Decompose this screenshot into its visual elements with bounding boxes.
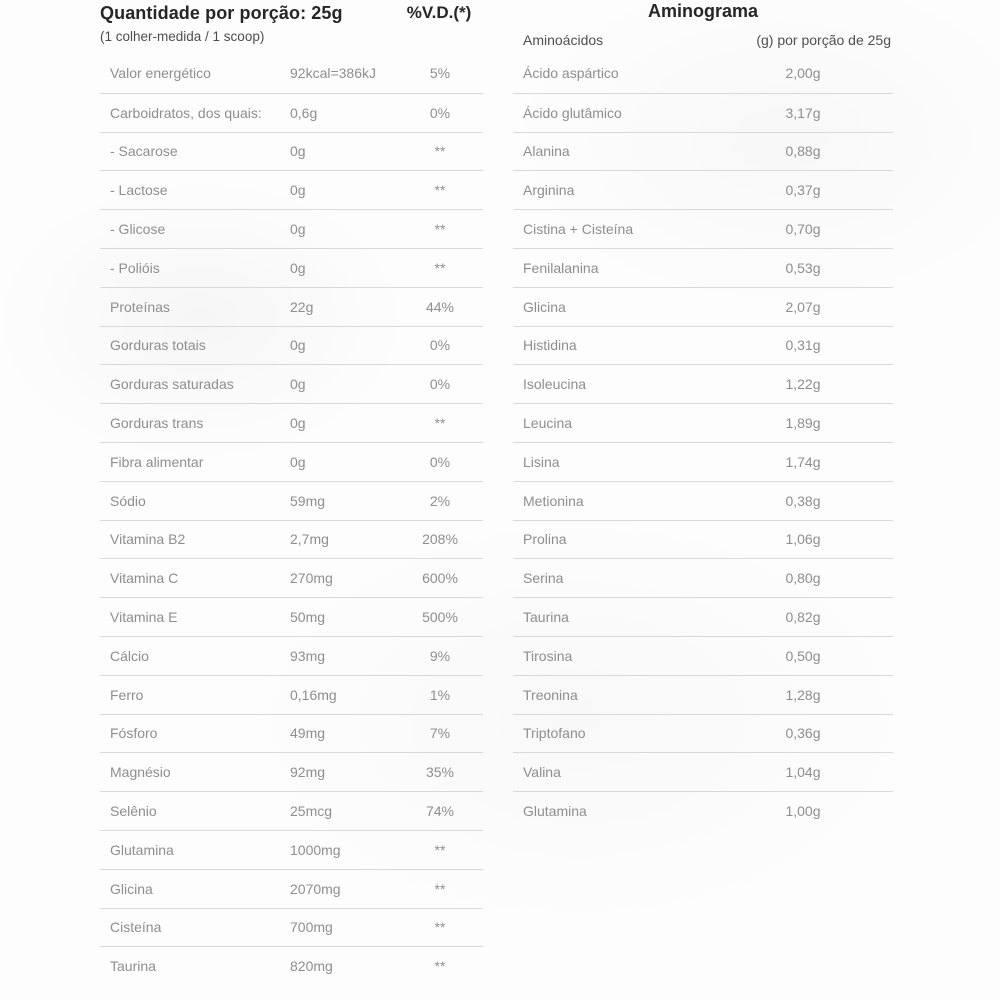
nutrient-amount: 0g xyxy=(290,259,306,276)
amino-acid-name: Leucina xyxy=(523,415,573,432)
amino-acid-amount: 1,74g xyxy=(785,453,821,470)
daily-value-percent: ** xyxy=(434,259,446,276)
daily-value-percent: 600% xyxy=(422,570,458,587)
nutrient-name: Magnésio xyxy=(110,764,171,781)
table-row xyxy=(513,442,893,481)
amino-acid-name: Glicina xyxy=(523,298,566,315)
amino-acid-name: Triptofano xyxy=(523,725,586,742)
nutrient-name: Gorduras totais xyxy=(110,337,206,354)
daily-value-percent: 0% xyxy=(429,453,451,470)
nutrient-amount: 2,7mg xyxy=(290,531,329,548)
nutrient-amount: 0g xyxy=(290,376,306,393)
table-row xyxy=(100,93,483,132)
table-row xyxy=(513,752,893,791)
nutrient-amount: 0g xyxy=(290,453,306,470)
nutrient-amount: 0g xyxy=(290,182,306,199)
table-row xyxy=(513,597,893,636)
table-row xyxy=(100,946,483,985)
amino-acid-name: Taurina xyxy=(523,609,569,626)
table-row xyxy=(513,54,893,93)
table-row xyxy=(513,93,893,132)
nutrient-name: Vitamina B2 xyxy=(110,531,186,548)
nutrient-amount: 700mg xyxy=(290,919,333,936)
nutrient-amount: 0,6g xyxy=(290,104,318,121)
amino-acid-amount: 0,82g xyxy=(785,609,821,626)
table-row xyxy=(100,481,483,520)
nutrient-name: - Polióis xyxy=(110,259,160,276)
daily-value-percent: 5% xyxy=(429,65,451,82)
table-row xyxy=(100,364,483,403)
nutrient-amount: 0g xyxy=(290,143,306,160)
nutrient-amount: 820mg xyxy=(290,958,333,975)
table-row xyxy=(513,520,893,559)
amino-acid-name: Glutamina xyxy=(523,803,587,820)
amino-acid-name: Fenilalanina xyxy=(523,259,599,276)
table-row xyxy=(100,752,483,791)
amino-acid-name: Arginina xyxy=(523,182,575,199)
amino-acid-name: Valina xyxy=(523,764,561,781)
nutrient-amount: 1000mg xyxy=(290,841,341,858)
daily-value-percent: ** xyxy=(434,415,446,432)
nutrient-name: Sódio xyxy=(110,492,146,509)
table-row xyxy=(100,908,483,947)
amino-acid-amount: 0,80g xyxy=(785,570,821,587)
nutrient-name: Glicina xyxy=(110,880,153,897)
amino-acid-amount: 0,31g xyxy=(785,337,821,354)
table-row xyxy=(513,791,893,830)
table-row xyxy=(100,597,483,636)
table-row xyxy=(513,636,893,675)
nutrient-name: Taurina xyxy=(110,958,156,975)
nutrition-table xyxy=(100,54,483,985)
nutrient-name: Fósforo xyxy=(110,725,158,742)
daily-value-percent: 0% xyxy=(429,337,451,354)
nutrient-name: - Lactose xyxy=(110,182,168,199)
nutrient-amount: 59mg xyxy=(290,492,326,509)
nutrient-name: Proteínas xyxy=(110,298,170,315)
nutrient-amount: 270mg xyxy=(290,570,333,587)
nutrition-table-header xyxy=(100,3,483,24)
table-row xyxy=(100,209,483,248)
amino-acid-amount: 2,07g xyxy=(785,298,821,315)
table-row xyxy=(100,132,483,171)
table-row xyxy=(513,481,893,520)
aminogram-column-headers xyxy=(513,32,893,48)
table-row xyxy=(100,636,483,675)
table-row xyxy=(513,170,893,209)
nutrient-name: Carboidratos, dos quais: xyxy=(110,104,262,121)
nutrient-name: Gorduras saturadas xyxy=(110,376,234,393)
amino-acid-name: Alanina xyxy=(523,143,570,160)
serving-title: Quantidade por porção: 25g xyxy=(100,3,343,23)
amino-acid-amount: 2,00g xyxy=(785,65,821,82)
table-row xyxy=(513,326,893,365)
table-row xyxy=(513,403,893,442)
amino-acid-name: Tirosina xyxy=(523,647,573,664)
amino-acid-amount: 0,50g xyxy=(785,647,821,664)
nutrient-amount: 25mcg xyxy=(290,803,333,820)
nutrient-name: Cisteína xyxy=(110,919,162,936)
grams-per-serving-column-header: (g) por porção de 25g xyxy=(756,32,891,48)
table-row xyxy=(513,287,893,326)
table-row xyxy=(100,675,483,714)
nutrient-amount: 93mg xyxy=(290,647,326,664)
amino-acid-amount: 0,53g xyxy=(785,259,821,276)
amino-acid-name: Ácido glutâmico xyxy=(523,104,622,121)
nutrient-name: Vitamina C xyxy=(110,570,179,587)
amino-acid-amount: 0,38g xyxy=(785,492,821,509)
nutrient-amount: 92kcal=386kJ xyxy=(290,65,377,82)
nutrient-name: - Sacarose xyxy=(110,143,178,160)
amino-acid-amount: 0,70g xyxy=(785,221,821,238)
nutrient-name: Vitamina E xyxy=(110,609,178,626)
amino-acids-column-header: Aminoácidos xyxy=(523,32,604,48)
nutrient-amount: 92mg xyxy=(290,764,326,781)
serving-subtitle: (1 colher-medida / 1 scoop) xyxy=(100,29,265,44)
daily-value-percent: ** xyxy=(434,841,446,858)
table-row xyxy=(100,326,483,365)
table-row xyxy=(100,791,483,830)
table-row xyxy=(513,248,893,287)
amino-acid-name: Metionina xyxy=(523,492,584,509)
daily-value-percent: ** xyxy=(434,919,446,936)
table-row xyxy=(100,248,483,287)
daily-value-percent: 74% xyxy=(425,803,455,820)
aminogram-table xyxy=(513,54,893,830)
table-row xyxy=(513,209,893,248)
table-row xyxy=(100,170,483,209)
amino-acid-amount: 1,28g xyxy=(785,686,821,703)
nutrient-name: Gorduras trans xyxy=(110,415,204,432)
daily-value-percent: 0% xyxy=(429,376,451,393)
table-row xyxy=(100,442,483,481)
nutrient-amount: 0g xyxy=(290,337,306,354)
daily-value-percent: ** xyxy=(434,958,446,975)
nutrient-name: Selênio xyxy=(110,803,157,820)
amino-acid-name: Ácido aspártico xyxy=(523,65,619,82)
nutrient-name: Glutamina xyxy=(110,841,174,858)
table-row xyxy=(513,558,893,597)
amino-acid-name: Isoleucina xyxy=(523,376,587,393)
table-row xyxy=(100,869,483,908)
daily-value-percent: 2% xyxy=(429,492,451,509)
table-row xyxy=(100,714,483,753)
table-row xyxy=(100,287,483,326)
table-row xyxy=(513,714,893,753)
amino-acid-amount: 0,37g xyxy=(785,182,821,199)
aminogram-title: Aminograma xyxy=(647,1,759,21)
nutrient-name: - Glicose xyxy=(110,221,166,238)
daily-value-percent: ** xyxy=(434,182,446,199)
amino-acid-amount: 1,22g xyxy=(785,376,821,393)
amino-acid-amount: 1,00g xyxy=(785,803,821,820)
nutrient-name: Ferro xyxy=(110,686,144,703)
daily-value-percent: ** xyxy=(434,143,446,160)
table-row xyxy=(513,675,893,714)
amino-acid-amount: 1,04g xyxy=(785,764,821,781)
amino-acid-amount: 1,06g xyxy=(785,531,821,548)
table-row xyxy=(100,558,483,597)
amino-acid-amount: 0,36g xyxy=(785,725,821,742)
nutrient-amount: 0,16mg xyxy=(290,686,337,703)
amino-acid-amount: 0,88g xyxy=(785,143,821,160)
nutrient-amount: 22g xyxy=(290,298,314,315)
amino-acid-name: Prolina xyxy=(523,531,567,548)
nutrient-amount: 0g xyxy=(290,221,306,238)
daily-value-percent: 35% xyxy=(425,764,455,781)
nutrient-name: Cálcio xyxy=(110,647,149,664)
daily-value-percent: 44% xyxy=(425,298,455,315)
daily-value-percent: ** xyxy=(434,880,446,897)
amino-acid-name: Cistina + Cisteína xyxy=(523,221,634,238)
nutrient-name: Valor energético xyxy=(110,65,211,82)
table-row xyxy=(513,132,893,171)
table-row xyxy=(100,520,483,559)
daily-value-percent: 1% xyxy=(429,686,451,703)
amino-acid-amount: 1,89g xyxy=(785,415,821,432)
nutrient-amount: 49mg xyxy=(290,725,326,742)
amino-acid-name: Lisina xyxy=(523,453,560,470)
amino-acid-name: Serina xyxy=(523,570,564,587)
table-row xyxy=(100,830,483,869)
table-row xyxy=(513,364,893,403)
amino-acid-amount: 3,17g xyxy=(785,104,821,121)
daily-value-percent: 9% xyxy=(429,647,451,664)
table-row xyxy=(100,403,483,442)
daily-value-percent: 0% xyxy=(429,104,451,121)
table-row xyxy=(100,54,483,93)
daily-value-percent: ** xyxy=(434,221,446,238)
daily-value-percent: 208% xyxy=(422,531,458,548)
nutrient-amount: 50mg xyxy=(290,609,326,626)
daily-value-percent: 500% xyxy=(422,609,458,626)
nutrient-amount: 0g xyxy=(290,415,306,432)
nutrient-name: Fibra alimentar xyxy=(110,453,204,470)
daily-value-percent: 7% xyxy=(429,725,451,742)
nutrient-amount: 2070mg xyxy=(290,880,341,897)
amino-acid-name: Histidina xyxy=(523,337,577,354)
amino-acid-name: Treonina xyxy=(523,686,578,703)
daily-value-header: %V.D.(*) xyxy=(406,3,472,22)
